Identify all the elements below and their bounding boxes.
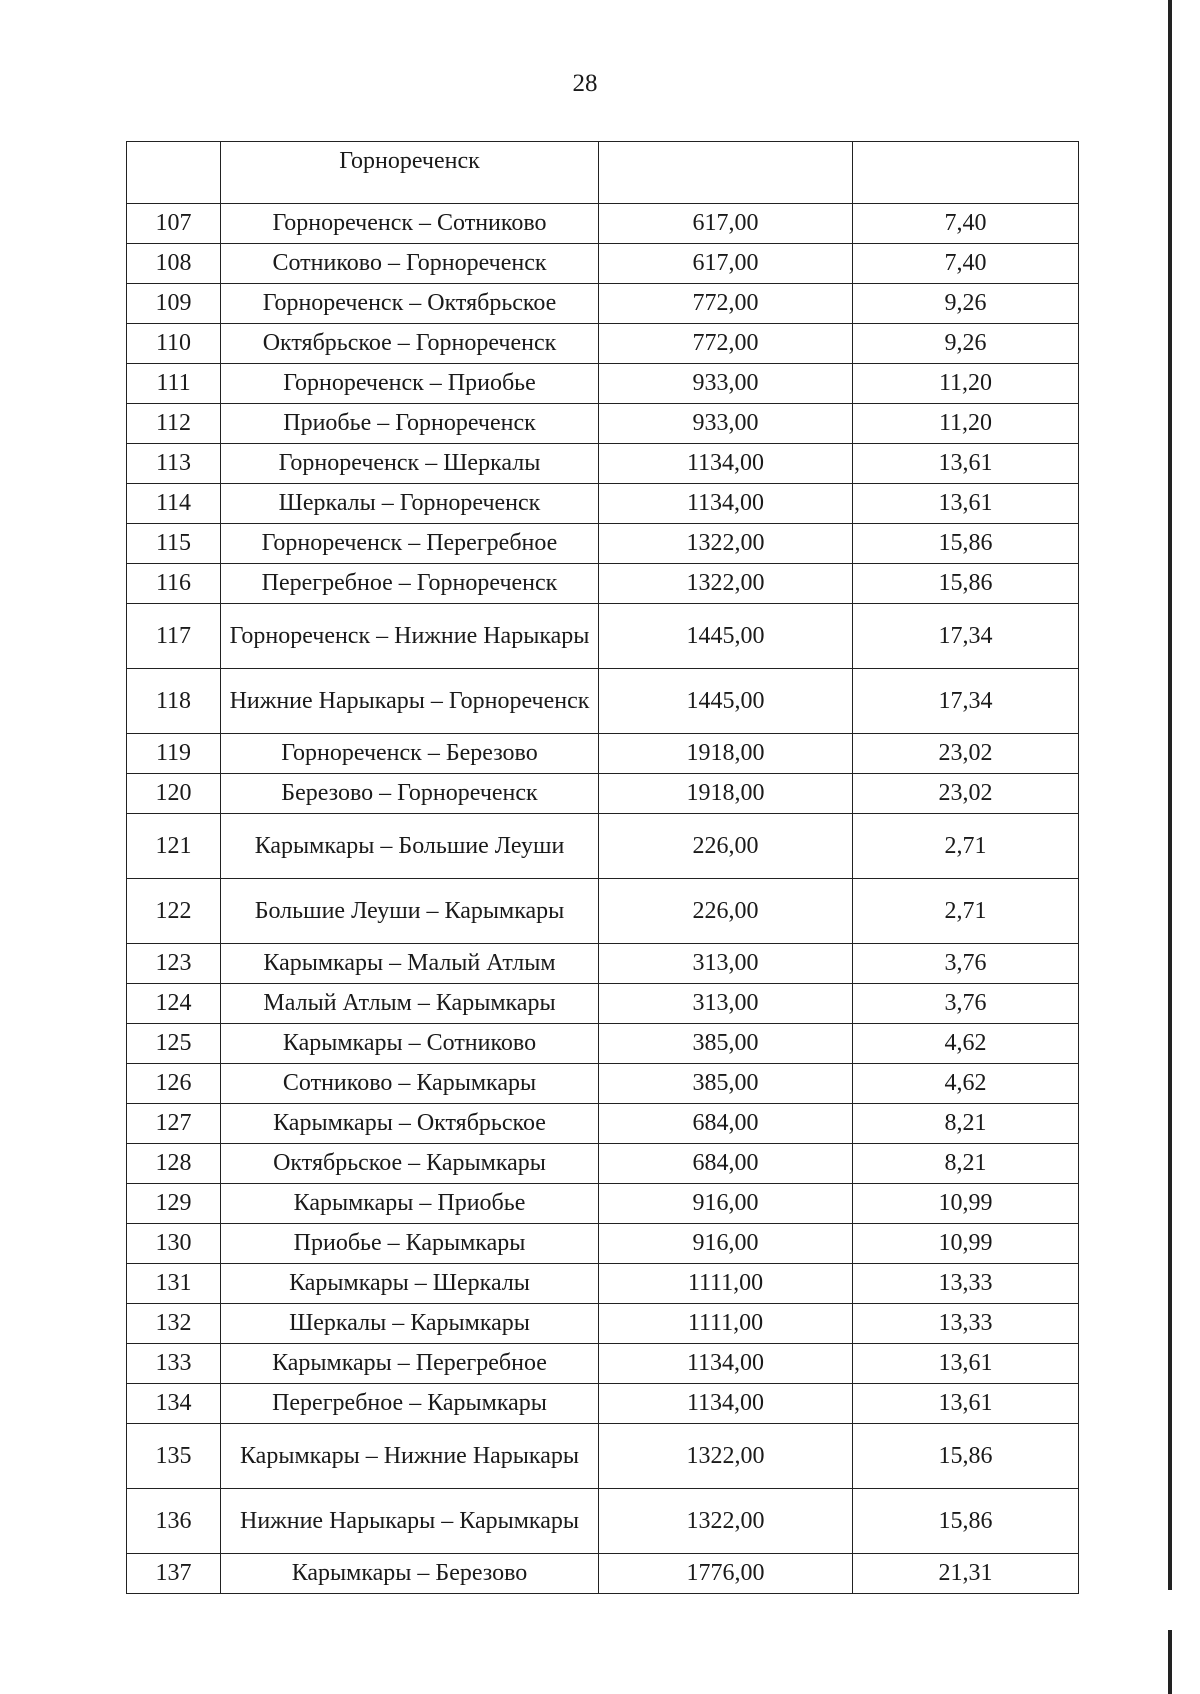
cell-value-1: 933,00: [599, 404, 853, 444]
cell-route: Сотниково – Карымкары: [221, 1064, 599, 1104]
table-row: [127, 1144, 1079, 1184]
cell-value-2: 15,86: [853, 1489, 1079, 1554]
cell-route: Горнореченск – Октябрьское: [221, 284, 599, 324]
cell-route: Нижние Нарыкары – Карымкары: [221, 1489, 599, 1554]
cell-number: 128: [127, 1144, 221, 1184]
cell-value-1: 1445,00: [599, 669, 853, 734]
cell-route: Большие Леуши – Карымкары: [221, 879, 599, 944]
cell-route: Малый Атлым – Карымкары: [221, 984, 599, 1024]
cell-value-1: 313,00: [599, 944, 853, 984]
cell-value-1: 1134,00: [599, 1344, 853, 1384]
table-row: [127, 1384, 1079, 1424]
cell-number: 137: [127, 1554, 221, 1594]
cell-number: 110: [127, 324, 221, 364]
cell-number: 129: [127, 1184, 221, 1224]
cell-route: Карымкары – Сотниково: [221, 1024, 599, 1064]
cell-number: 134: [127, 1384, 221, 1424]
cell-route: Перегребное – Карымкары: [221, 1384, 599, 1424]
cell-route: Карымкары – Большие Леуши: [221, 814, 599, 879]
cell-route: Октябрьское – Горнореченск: [221, 324, 599, 364]
table-row: [127, 524, 1079, 564]
table-row: [127, 669, 1079, 734]
cell-number: 117: [127, 604, 221, 669]
cell-value-1: 772,00: [599, 324, 853, 364]
scan-edge-line: [1168, 0, 1172, 1694]
table-row: [127, 1264, 1079, 1304]
cell-route: Карымкары – Октябрьское: [221, 1104, 599, 1144]
cell-value-1: 1111,00: [599, 1264, 853, 1304]
cell-number: 133: [127, 1344, 221, 1384]
cell-value-2: 7,40: [853, 244, 1079, 284]
tariff-table: [126, 141, 1079, 1594]
table-row: [127, 1489, 1079, 1554]
cell-number: 131: [127, 1264, 221, 1304]
table-row: [127, 324, 1079, 364]
cell-value-1: 933,00: [599, 364, 853, 404]
table-row: [127, 484, 1079, 524]
cell-number: 127: [127, 1104, 221, 1144]
cell-value-2: 11,20: [853, 404, 1079, 444]
table-row: [127, 1224, 1079, 1264]
cell-value-1: 684,00: [599, 1104, 853, 1144]
cell-route: Горнореченск – Приобье: [221, 364, 599, 404]
table-row: [127, 1304, 1079, 1344]
cell-value-1: 1322,00: [599, 524, 853, 564]
table-row: [127, 944, 1079, 984]
cell-number: 124: [127, 984, 221, 1024]
cell-value-1: 772,00: [599, 284, 853, 324]
cell-value-1: 916,00: [599, 1224, 853, 1264]
cell-route: Октябрьское – Карымкары: [221, 1144, 599, 1184]
cell-value-2: 23,02: [853, 774, 1079, 814]
cell-number: 116: [127, 564, 221, 604]
cell-value-1: 1776,00: [599, 1554, 853, 1594]
cell-value-2: 13,61: [853, 484, 1079, 524]
cell-number: 108: [127, 244, 221, 284]
cell-route: Карымкары – Березово: [221, 1554, 599, 1594]
cell-number: 121: [127, 814, 221, 879]
cell-number: 135: [127, 1424, 221, 1489]
table-row: [127, 404, 1079, 444]
cell-route: Приобье – Карымкары: [221, 1224, 599, 1264]
cell-number: 136: [127, 1489, 221, 1554]
cell-number: 111: [127, 364, 221, 404]
cell-value-1: 226,00: [599, 879, 853, 944]
cell-value-2: 3,76: [853, 944, 1079, 984]
cell-value-2: 15,86: [853, 524, 1079, 564]
cell-value-1: 617,00: [599, 244, 853, 284]
cell-value-2: 13,33: [853, 1264, 1079, 1304]
cell-route: Карымкары – Нижние Нарыкары: [221, 1424, 599, 1489]
table-row: [127, 879, 1079, 944]
cell-value-2: 10,99: [853, 1224, 1079, 1264]
cell-number: 114: [127, 484, 221, 524]
cell-route: Горнореченск: [221, 142, 599, 204]
cell-route: Карымкары – Малый Атлым: [221, 944, 599, 984]
cell-value-1: 916,00: [599, 1184, 853, 1224]
cell-value-1: 313,00: [599, 984, 853, 1024]
table-row: [127, 1104, 1079, 1144]
table-row: [127, 814, 1079, 879]
cell-number: 118: [127, 669, 221, 734]
cell-number: 125: [127, 1024, 221, 1064]
table-row: [127, 1024, 1079, 1064]
cell-value-1: 1918,00: [599, 734, 853, 774]
cell-value-1: 1111,00: [599, 1304, 853, 1344]
cell-value-1: 684,00: [599, 1144, 853, 1184]
cell-route: Перегребное – Горнореченск: [221, 564, 599, 604]
page-number: 28: [572, 70, 598, 97]
cell-number: 112: [127, 404, 221, 444]
cell-route: Сотниково – Горнореченск: [221, 244, 599, 284]
cell-value-1: 1322,00: [599, 564, 853, 604]
cell-value-2: 10,99: [853, 1184, 1079, 1224]
cell-value-2: 7,40: [853, 204, 1079, 244]
cell-value-1: 1134,00: [599, 484, 853, 524]
table-row: [127, 564, 1079, 604]
table-row: [127, 444, 1079, 484]
table-row: [127, 1424, 1079, 1489]
table-row: [127, 604, 1079, 669]
scan-edge-gap: [1168, 1590, 1172, 1630]
cell-value-1: 1322,00: [599, 1424, 853, 1489]
cell-value-2: 4,62: [853, 1024, 1079, 1064]
cell-number: 126: [127, 1064, 221, 1104]
cell-route: Горнореченск – Шеркалы: [221, 444, 599, 484]
cell-value-2: [853, 142, 1079, 204]
cell-route: Шеркалы – Карымкары: [221, 1304, 599, 1344]
cell-number: 120: [127, 774, 221, 814]
cell-route: Горнореченск – Сотниково: [221, 204, 599, 244]
table-row: [127, 204, 1079, 244]
cell-route: Нижние Нарыкары – Горнореченск: [221, 669, 599, 734]
cell-number: 130: [127, 1224, 221, 1264]
cell-value-2: 15,86: [853, 1424, 1079, 1489]
cell-value-2: 2,71: [853, 879, 1079, 944]
table-row: [127, 734, 1079, 774]
cell-value-1: 1134,00: [599, 1384, 853, 1424]
cell-value-1: 1445,00: [599, 604, 853, 669]
cell-value-1: 1918,00: [599, 774, 853, 814]
cell-value-2: 13,61: [853, 1344, 1079, 1384]
cell-value-1: 385,00: [599, 1064, 853, 1104]
cell-route: Приобье – Горнореченск: [221, 404, 599, 444]
cell-value-2: 13,61: [853, 444, 1079, 484]
cell-value-2: 13,61: [853, 1384, 1079, 1424]
table-row-continuation: [127, 142, 1079, 204]
cell-number: 132: [127, 1304, 221, 1344]
table-row: [127, 1344, 1079, 1384]
cell-number: [127, 142, 221, 204]
table-row: [127, 1064, 1079, 1104]
cell-route: Карымкары – Перегребное: [221, 1344, 599, 1384]
cell-value-2: 9,26: [853, 324, 1079, 364]
cell-value-2: 8,21: [853, 1144, 1079, 1184]
cell-value-2: 8,21: [853, 1104, 1079, 1144]
table-row: [127, 1184, 1079, 1224]
cell-number: 123: [127, 944, 221, 984]
cell-value-2: 13,33: [853, 1304, 1079, 1344]
cell-number: 113: [127, 444, 221, 484]
cell-route: Карымкары – Приобье: [221, 1184, 599, 1224]
cell-number: 122: [127, 879, 221, 944]
cell-value-1: 1134,00: [599, 444, 853, 484]
table-row: [127, 1554, 1079, 1594]
table-row: [127, 984, 1079, 1024]
cell-value-2: 11,20: [853, 364, 1079, 404]
cell-value-2: 9,26: [853, 284, 1079, 324]
table-row: [127, 364, 1079, 404]
cell-number: 119: [127, 734, 221, 774]
cell-route: Шеркалы – Горнореченск: [221, 484, 599, 524]
cell-value-1: 617,00: [599, 204, 853, 244]
cell-value-2: 23,02: [853, 734, 1079, 774]
cell-value-2: 21,31: [853, 1554, 1079, 1594]
cell-value-1: 385,00: [599, 1024, 853, 1064]
cell-number: 109: [127, 284, 221, 324]
cell-value-2: 2,71: [853, 814, 1079, 879]
cell-value-1: 1322,00: [599, 1489, 853, 1554]
cell-route: Карымкары – Шеркалы: [221, 1264, 599, 1304]
table-body: [127, 142, 1079, 1594]
cell-value-1: [599, 142, 853, 204]
cell-value-1: 226,00: [599, 814, 853, 879]
cell-value-2: 3,76: [853, 984, 1079, 1024]
cell-route: Горнореченск – Нижние Нарыкары: [221, 604, 599, 669]
table-row: [127, 284, 1079, 324]
cell-value-2: 17,34: [853, 604, 1079, 669]
table-row: [127, 774, 1079, 814]
cell-route: Березово – Горнореченск: [221, 774, 599, 814]
cell-value-2: 17,34: [853, 669, 1079, 734]
cell-number: 107: [127, 204, 221, 244]
cell-number: 115: [127, 524, 221, 564]
cell-route: Горнореченск – Перегребное: [221, 524, 599, 564]
cell-value-2: 4,62: [853, 1064, 1079, 1104]
cell-route: Горнореченск – Березово: [221, 734, 599, 774]
cell-value-2: 15,86: [853, 564, 1079, 604]
table-row: [127, 244, 1079, 284]
